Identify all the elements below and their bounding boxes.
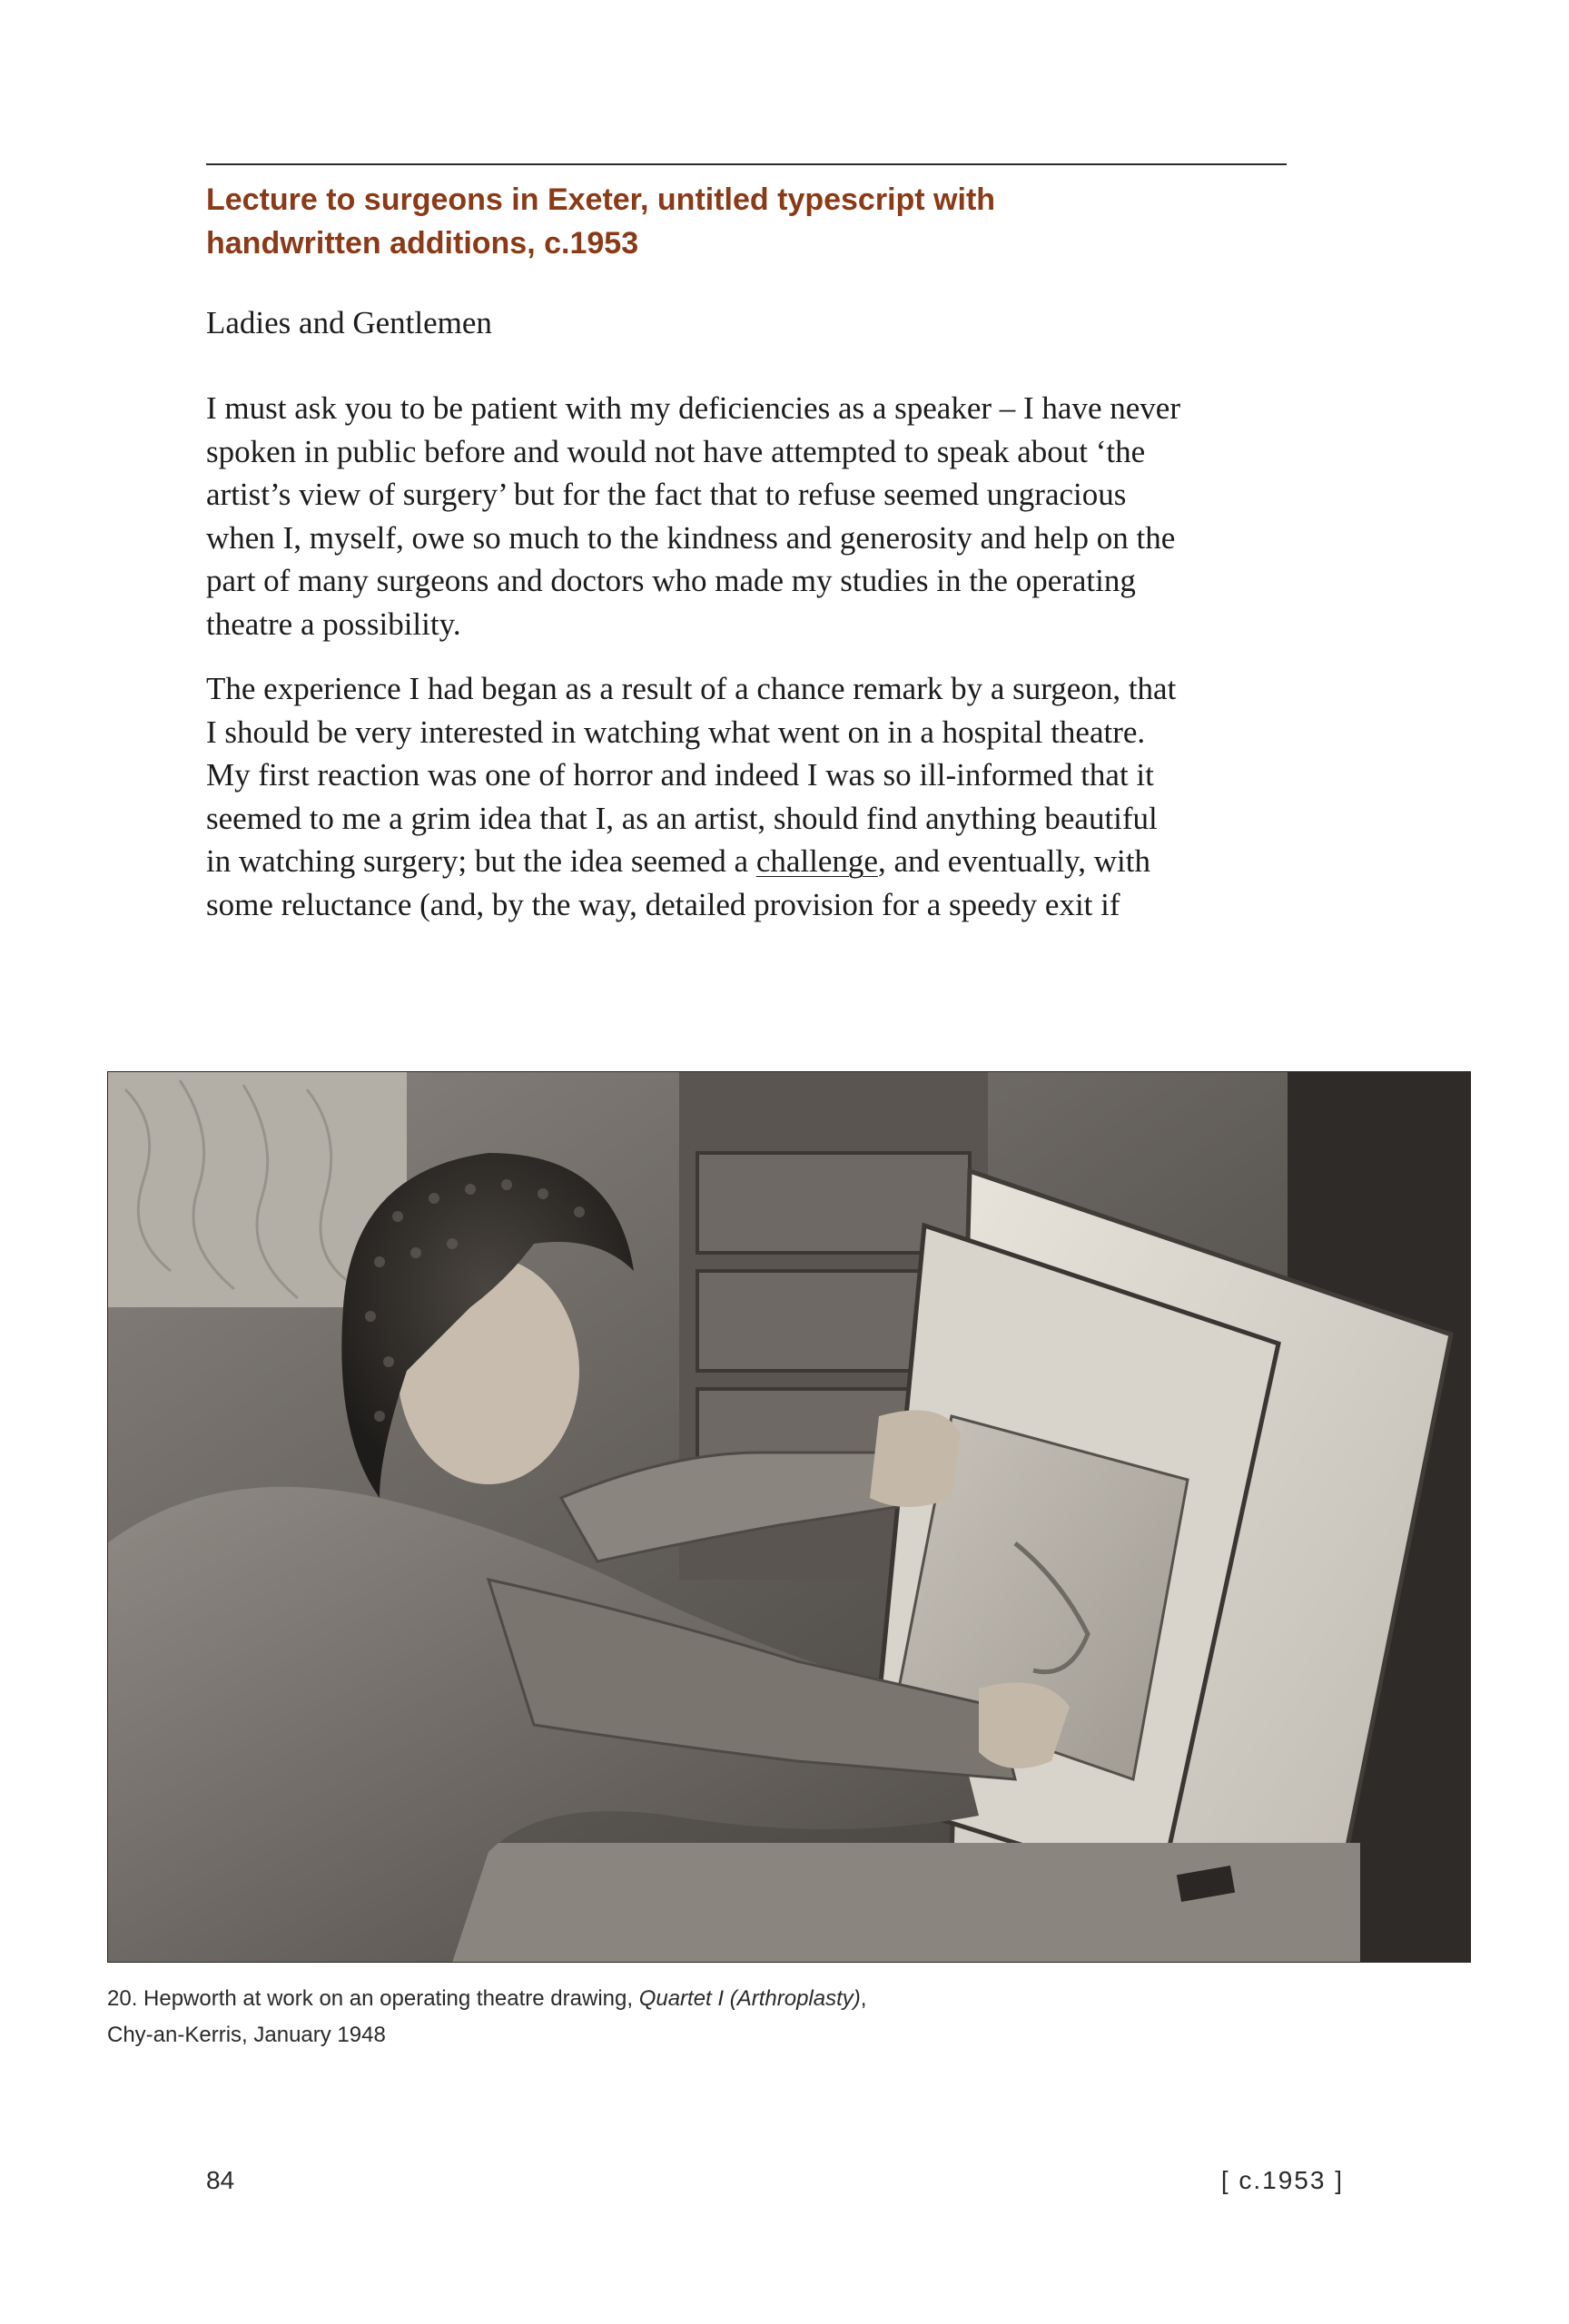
heading-line-1: Lecture to surgeons in Exeter, untitled typescript with <box>206 182 996 217</box>
salutation: Ladies and Gentlemen <box>206 305 492 340</box>
photograph-hepworth-drawing <box>107 1071 1471 1963</box>
paragraph-1-line: spoken in public before and would not have attempted to speak about ‘the <box>206 433 1146 469</box>
paragraph-1-line: theatre a possibility. <box>206 606 461 642</box>
paragraph-2-line: The experience I had began as a result of a chance remark by a surgeon, that <box>206 671 1177 706</box>
caption-artwork-title: Quartet I (Arthroplasty) <box>638 1986 861 2011</box>
line-5-before: in watching surgery; but the idea seemed a <box>206 843 756 879</box>
running-head: [ c.1953 ] <box>1220 2166 1344 2194</box>
paragraph-2 <box>206 667 1332 926</box>
paragraph-1-line: when I, myself, owe so much to the kindness and generosity and help on the <box>206 519 1176 556</box>
caption-comma: , <box>860 1986 867 2011</box>
heading-rule <box>206 163 1287 165</box>
paragraph-1-line: artist’s view of surgery’ but for the fact that to refuse seemed ungracious <box>206 477 1127 512</box>
caption-text: 20. Hepworth at work on an operating theatre drawing, <box>107 1986 639 2011</box>
paragraph-2-line <box>206 840 1332 883</box>
paragraph-1-line: part of many surgeons and doctors who made my studies in the operating <box>206 563 1136 598</box>
underlined-word-challenge: challenge <box>755 843 878 879</box>
paragraph-2-line: some reluctance (and, by the way, detailed provision for a speedy exit if <box>206 886 1120 922</box>
paragraph-1-line: I must ask you to be patient with my deficiencies as a speaker – I have never <box>206 390 1180 426</box>
heading-line-2: handwritten additions, c.1953 <box>206 226 639 261</box>
photo-caption <box>107 1981 1288 2053</box>
caption-line-2: Chy-an-Kerris, January 1948 <box>107 2023 386 2047</box>
paragraph-2-line: I should be very interested in watching what went on in a hospital theatre. <box>206 714 1146 750</box>
paragraph-1 <box>206 387 1332 645</box>
line-5-after: , and eventually, with <box>877 843 1150 879</box>
page-number: 84 <box>206 2166 235 2194</box>
paragraph-2-line: My first reaction was one of horror and indeed I was so ill-informed that it <box>206 757 1154 793</box>
caption-line-1 <box>107 1981 1288 2017</box>
section-heading <box>206 178 1278 265</box>
paragraph-2-line: seemed to me a grim idea that I, as an artist, should find anything beautiful <box>206 800 1158 836</box>
